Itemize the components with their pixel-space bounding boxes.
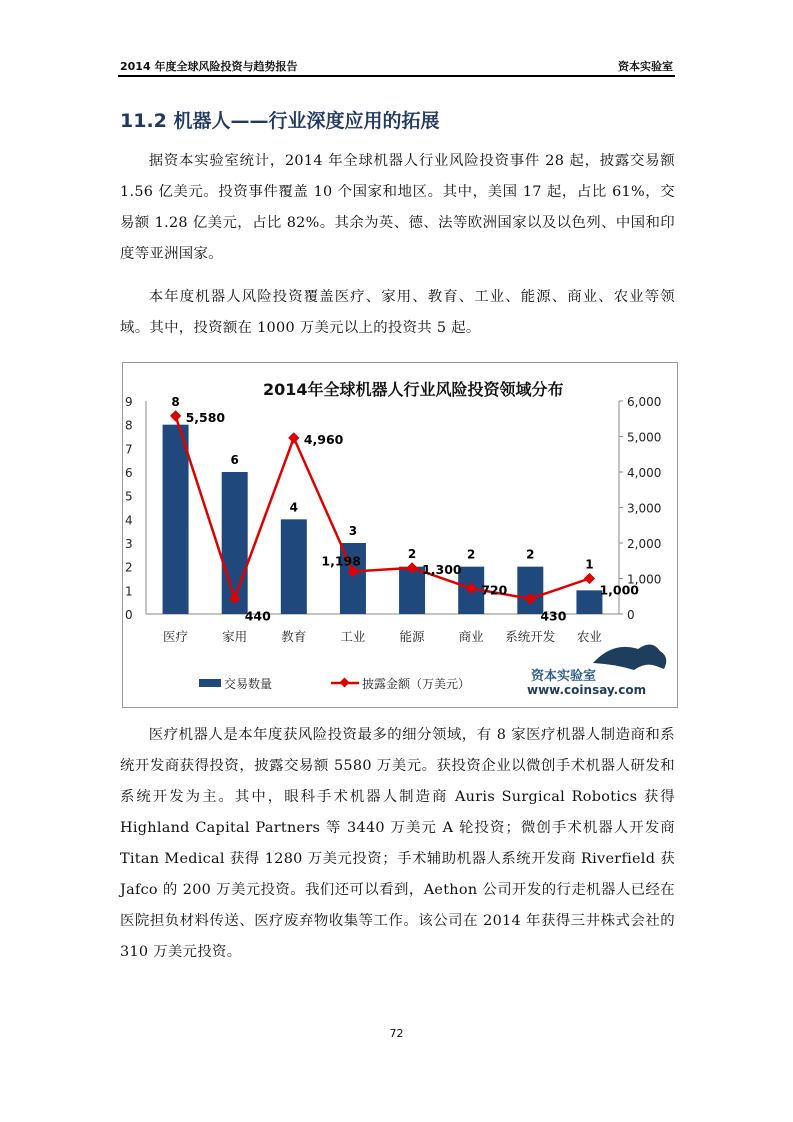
header-publisher: 资本实验室 xyxy=(618,60,673,73)
right-tick-label: 2,000 xyxy=(627,537,662,551)
right-tick-label: 5,000 xyxy=(627,430,662,445)
category-label: 能源 xyxy=(399,629,425,644)
category-label: 系统开发 xyxy=(505,629,556,644)
bar-label: 2 xyxy=(467,547,476,562)
paragraph-1: 据资本实验室统计，2014 年全球机器人行业风险投资事件 28 起，披露交易额 1.56 亿美元。投资事件覆盖 10 个国家和地区。其中，美国 17 起，占比 61%，交易额 1.28 亿美元，占比 82%。其余为英、德、法等欧洲国家以及以色列、中国和印度等亚洲国家。 xyxy=(120,153,675,262)
right-tick-label: 3,000 xyxy=(627,501,662,516)
watermark-name: 资本实验室 xyxy=(531,669,597,684)
category-label: 农业 xyxy=(576,629,602,644)
bar-label: 1 xyxy=(585,557,594,572)
amount-label: 1,000 xyxy=(599,582,639,598)
category-label: 商业 xyxy=(458,629,484,644)
left-tick-label: 5 xyxy=(125,489,133,504)
header-report-title: 2014 年度全球风险投资与趋势报告 xyxy=(120,60,298,73)
legend-line-label: 披露金额（万美元） xyxy=(362,677,471,691)
paragraph-3: 医疗机器人是本年度获风险投资最多的细分领域，有 8 家医疗机器人制造商和系统开发商获得投资，披露交易额 5580 万美元。获投资企业以微创手术机器人研发和系统开发为主。其中，眼科手术机器人制造商 Auris Surgical Robotics 获得 Highland Capital Partners 等 3440 万美元 A 轮投资；微创手术机器人开发商 Titan Medical 获得 1280 万美元投资；手术辅助机器人系统开发商 Riverfield 获 Jafco 的 200 万美元投资。我们还可以看到，Aethon 公司开发的行走机器人已经在医院担负材料传送、医疗废弃物收集等工作。该公司在 2014 年获得三井株式会社的 310 万美元投资。 xyxy=(120,727,675,960)
left-tick-label: 3 xyxy=(125,537,133,551)
left-tick-label: 1 xyxy=(125,584,133,599)
bar-label: 2 xyxy=(526,547,535,562)
amount-point-7 xyxy=(584,573,595,584)
category-label: 家用 xyxy=(222,629,248,644)
left-tick-label: 6 xyxy=(125,466,133,480)
amount-label: 5,580 xyxy=(185,409,226,425)
right-tick-label: 4,000 xyxy=(627,466,662,480)
left-tick-label: 4 xyxy=(125,513,133,528)
chart-svg xyxy=(123,363,679,709)
chart-title: 2014年全球机器人行业风险投资领域分布 xyxy=(263,380,564,399)
category-label: 工业 xyxy=(340,629,366,644)
legend-bar-label: 交易数量 xyxy=(224,677,273,691)
left-tick-label: 0 xyxy=(125,608,133,622)
category-label: 医疗 xyxy=(163,629,189,644)
amount-point-2 xyxy=(288,432,299,443)
legend-bar-swatch xyxy=(199,679,221,687)
right-tick-label: 0 xyxy=(627,608,635,622)
bar-label: 6 xyxy=(230,453,239,467)
left-tick-label: 7 xyxy=(125,442,133,457)
amount-label: 440 xyxy=(244,608,271,624)
amount-point-0 xyxy=(170,410,181,421)
bar-2 xyxy=(281,519,307,614)
left-tick-label: 2 xyxy=(125,560,133,575)
amount-label: 1,300 xyxy=(422,561,462,577)
bar-label: 3 xyxy=(348,524,358,538)
bar-label: 4 xyxy=(289,500,298,515)
amount-label: 430 xyxy=(540,608,567,624)
amount-label: 720 xyxy=(481,582,508,598)
panther-logo-icon xyxy=(593,644,666,670)
amount-label: 1,198 xyxy=(321,553,361,569)
section-title: 11.2 机器人——行业深度应用的拓展 xyxy=(120,110,440,132)
paragraph-2: 本年度机器人风险投资覆盖医疗、家用、教育、工业、能源、商业、农业等领域。其中，投资额在 1000 万美元以上的投资共 5 起。 xyxy=(120,289,675,336)
bar-6 xyxy=(517,567,543,614)
bar-0 xyxy=(163,425,189,614)
bar-label: 2 xyxy=(407,546,417,561)
right-tick-label: 1,000 xyxy=(627,572,662,587)
page-header xyxy=(118,57,675,77)
bar-1 xyxy=(222,472,248,614)
investment-chart xyxy=(122,362,678,708)
legend-line-marker xyxy=(340,678,350,688)
amount-label: 4,960 xyxy=(303,431,344,447)
left-tick-label: 8 xyxy=(125,418,133,433)
page-number: 72 xyxy=(389,1027,404,1040)
right-tick-label: 6,000 xyxy=(627,395,662,409)
left-tick-label: 9 xyxy=(125,395,133,409)
bar-label: 8 xyxy=(171,394,180,409)
watermark-url: www.coinsay.com xyxy=(527,683,647,697)
category-label: 教育 xyxy=(281,629,307,644)
